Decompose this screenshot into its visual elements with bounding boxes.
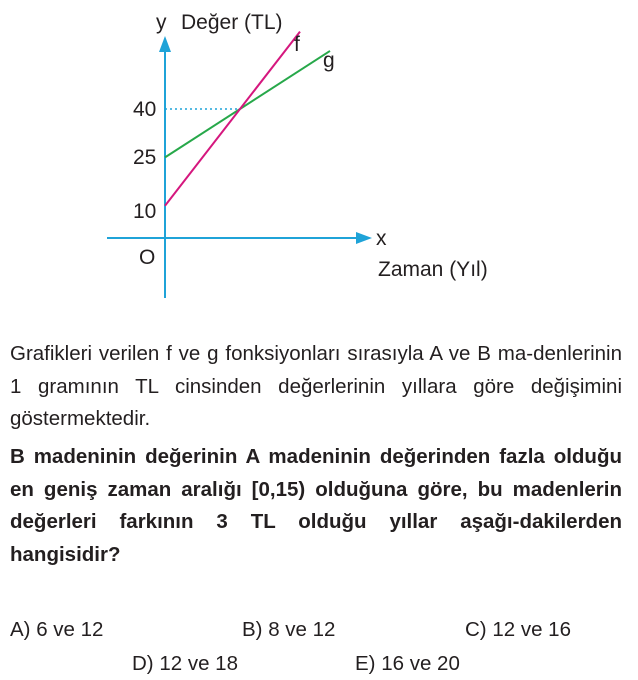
series-line-f — [165, 32, 300, 206]
series-label-f: f — [294, 33, 300, 56]
x-axis-title: Zaman (Yıl) — [378, 258, 488, 281]
y-tick-label-40: 40 — [133, 98, 157, 121]
answer-choice-d[interactable]: D) 12 ve 18 — [132, 652, 238, 675]
series-line-g — [165, 51, 330, 157]
series-label-g: g — [323, 49, 335, 72]
y-axis-arrowhead — [159, 36, 171, 52]
question-intro-text: Grafikleri verilen f ve g fonksiyonları sırasıyla A ve B ma-denlerinin 1 gramının TL cinsinden değerlerinin yıllara göre değişimini göstermektedir. — [10, 342, 622, 430]
y-tick-label-25: 25 — [133, 146, 157, 169]
question-main-text: B madeninin değerinin A madeninin değerinden fazla olduğu en geniş zaman aralığı [0,15) olduğuna göre, bu madenlerin değerleri farkının 3 TL olduğu yıllar aşağı-dakilerden hangisidir? — [10, 445, 622, 566]
answer-choice-b[interactable]: B) 8 ve 12 — [242, 618, 336, 641]
origin-label: O — [139, 246, 156, 269]
x-axis-letter: x — [376, 227, 387, 250]
value-time-graph — [0, 0, 638, 310]
y-axis-title: Değer (TL) — [181, 11, 283, 34]
y-tick-label-10: 10 — [133, 200, 157, 223]
y-axis-letter: y — [156, 11, 167, 34]
x-axis-arrowhead — [356, 232, 372, 244]
answer-choice-c[interactable]: C) 12 ve 16 — [465, 618, 571, 641]
answer-choice-e[interactable]: E) 16 ve 20 — [355, 652, 460, 675]
answer-choice-a[interactable]: A) 6 ve 12 — [10, 618, 104, 641]
